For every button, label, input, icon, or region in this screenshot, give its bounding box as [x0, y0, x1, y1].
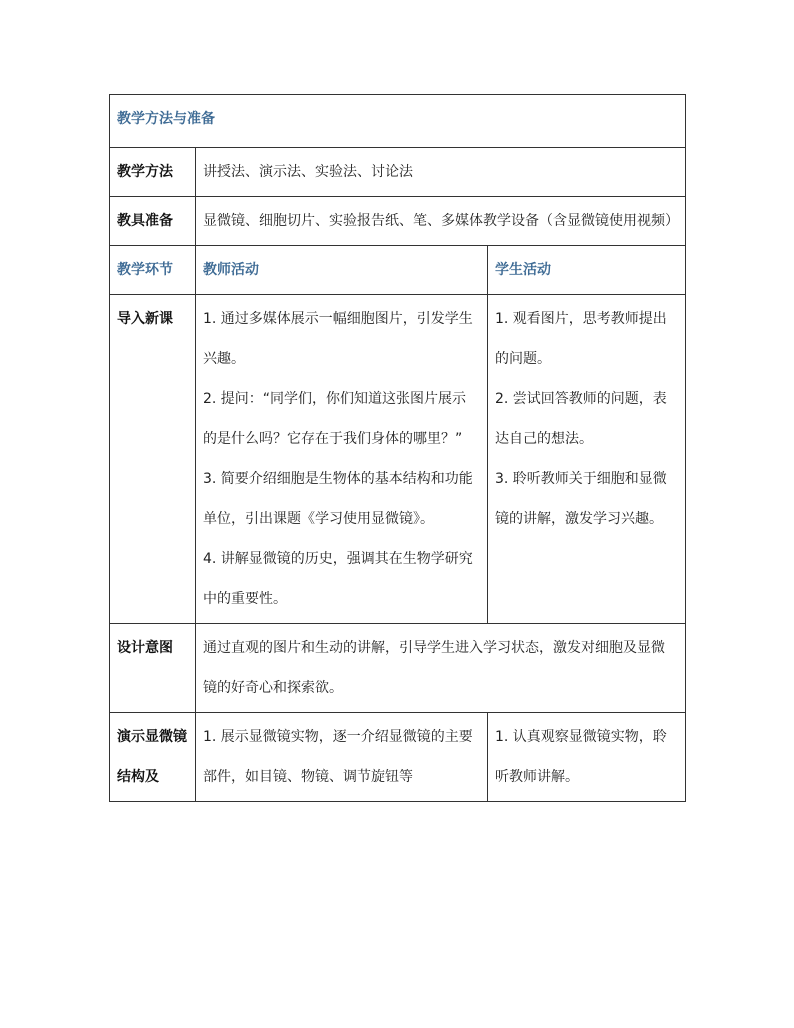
methods-row [110, 148, 686, 197]
teacher-column-header: 教师活动 [196, 246, 488, 295]
methods-label: 教学方法 [110, 148, 196, 197]
intro-row [110, 295, 686, 624]
intro-teacher-item: 2. 提问：“同学们，你们知道这张图片展示的是什么吗？它存在于我们身体的哪里？” [203, 391, 467, 447]
intro-teacher-activities [196, 295, 488, 624]
demo-teacher-activity: 1. 展示显微镜实物，逐一介绍显微镜的主要部件，如目镜、物镜、调节旋钮等 [196, 713, 488, 802]
demo-label: 演示显微镜结构及 [110, 713, 196, 802]
materials-row [110, 197, 686, 246]
design-intent-row [110, 624, 686, 713]
intro-label: 导入新课 [110, 295, 196, 624]
intro-teacher-item: 4. 讲解显微镜的历史，强调其在生物学研究中的重要性。 [203, 551, 473, 607]
student-column-header: 学生活动 [488, 246, 686, 295]
demo-row [110, 713, 686, 802]
lesson-plan-table [109, 94, 686, 802]
stage-column-header: 教学环节 [110, 246, 196, 295]
design-intent-value: 通过直观的图片和生动的讲解，引导学生进入学习状态，激发对细胞及显微镜的好奇心和探索欲。 [196, 624, 686, 713]
intro-student-item: 3. 聆听教师关于细胞和显微镜的讲解，激发学习兴趣。 [495, 471, 667, 527]
materials-label: 教具准备 [110, 197, 196, 246]
demo-student-activity: 1. 认真观察显微镜实物，聆听教师讲解。 [488, 713, 686, 802]
intro-teacher-item: 1. 通过多媒体展示一幅细胞图片，引发学生兴趣。 [203, 311, 473, 367]
design-intent-label: 设计意图 [110, 624, 196, 713]
intro-student-item: 2. 尝试回答教师的问题，表达自己的想法。 [495, 391, 667, 447]
materials-value: 显微镜、细胞切片、实验报告纸、笔、多媒体教学设备（含显微镜使用视频） [196, 197, 686, 246]
methods-value: 讲授法、演示法、实验法、讨论法 [196, 148, 686, 197]
section-title: 教学方法与准备 [110, 95, 686, 148]
intro-student-activities [488, 295, 686, 624]
intro-teacher-item: 3. 简要介绍细胞是生物体的基本结构和功能单位，引出课题《学习使用显微镜》。 [203, 471, 473, 527]
section-title-row [110, 95, 686, 148]
intro-student-item: 1. 观看图片，思考教师提出的问题。 [495, 311, 667, 367]
column-header-row [110, 246, 686, 295]
